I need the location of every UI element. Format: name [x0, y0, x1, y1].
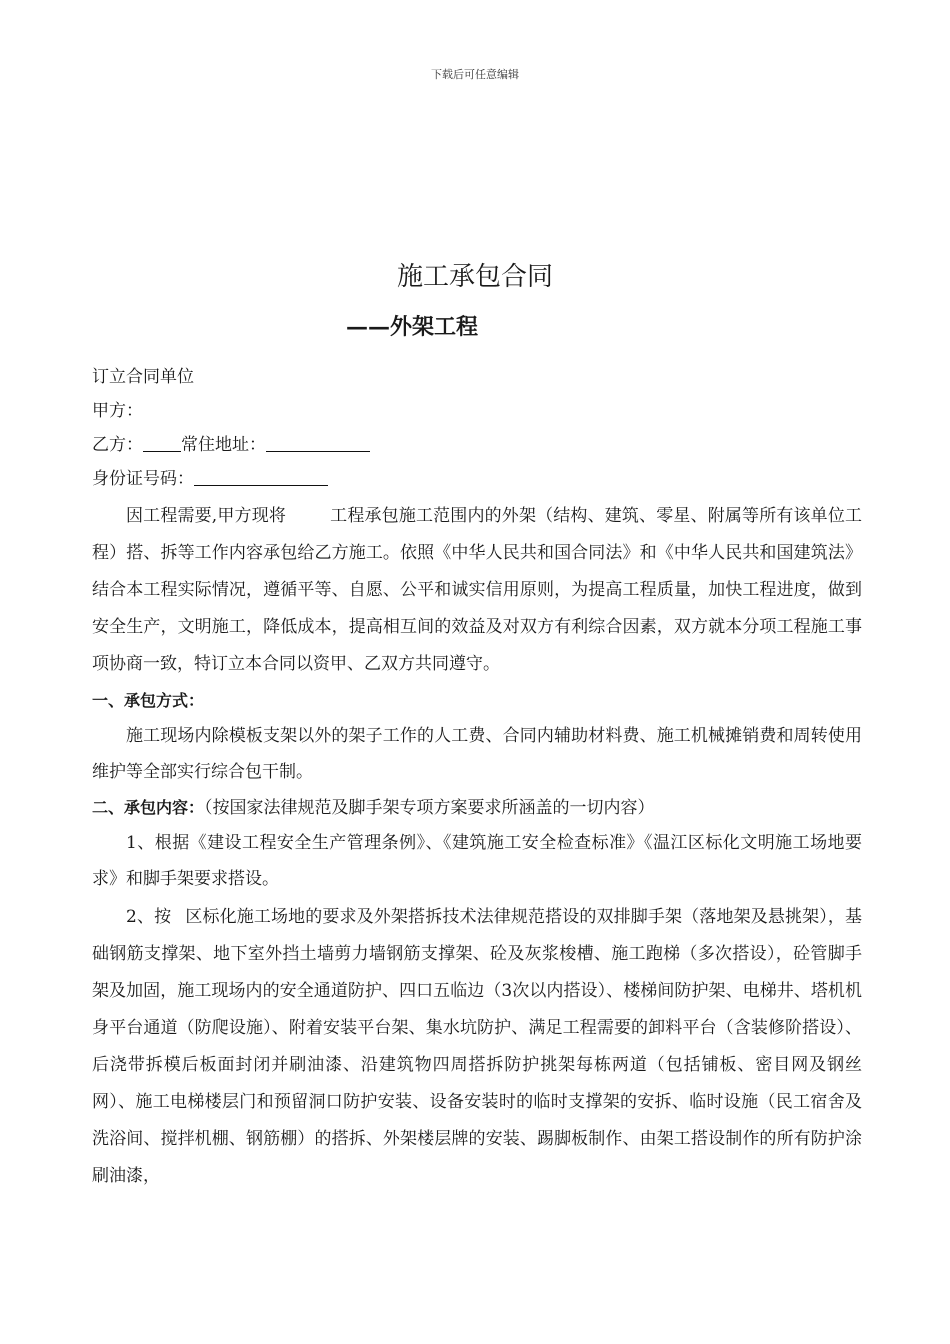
- header-note: 下载后可任意编辑: [431, 68, 519, 81]
- intro-part2: 工程承包施工范围内的外架（结构、建筑、零星、附属等所有该单位工程）搭、拆等工作内容承包给乙方施工。依照《中华人民共和国合同法》和《中华人民共和国建筑法》结合本工程实际情况，遵循平等、自愿、公平和诚实信用原则，为提高工程质量，加快工程进度，做到安全生产，文明施工，降低成本，提高相互间的效益及对双方有利综合因素，双方就本分项工程施工事项协商一致，特订立本合同以资甲、乙双方共同遵守。: [92, 506, 862, 674]
- item2-part2: 区标化施工场地的要求及外架搭拆技术法律规范搭设的双排脚手架（落地架及悬挑架），基础钢筋支撑架、地下室外挡土墙剪力墙钢筋支撑架、砼及灰浆梭槽、施工跑梯（多次搭设），砼管脚手架及加固，施工现场内的安全通道防护、四口五临边（3次以内搭设）、楼梯间防护架、电梯井、塔机机身平台通道（防爬设施）、附着安装平台架、集水坑防护、满足工程需要的卸料平台（含装修阶搭设）、后浇带拆模后板面封闭并刷油漆、沿建筑物四周搭拆防护挑架每栋两道（包括铺板、密目网及钢丝网）、施工电梯楼层门和预留洞口防护安装、设备安装时的临时支撑架的安拆、临时设施（民工宿舍及洗浴间、搅拌机棚、钢筋棚）的搭拆、外架楼层牌的安装、踢脚板制作、由架工搭设制作的所有防护涂刷油漆，: [92, 907, 862, 1186]
- id-label: 身份证号码：: [92, 469, 194, 489]
- section1-heading-row: [92, 683, 862, 718]
- party-b-row: [92, 428, 862, 462]
- address-blank: [266, 433, 370, 452]
- section1-body: 施工现场内除模板支架以外的架子工作的人工费、合同内辅助材料费、施工机械摊销费和周转使用维护等全部实行综合包干制。: [92, 726, 862, 782]
- parties-heading: 订立合同单位: [92, 367, 194, 387]
- item2-part1: 2、按: [126, 907, 172, 927]
- section1-heading: 一、承包方式：: [92, 691, 205, 710]
- section2-note: （按国家法律规范及脚手架专项方案要求所涵盖的一切内容）: [204, 798, 655, 818]
- section2-heading-row: [92, 790, 862, 825]
- section2-heading: 二、承包内容：: [92, 798, 205, 817]
- party-a-label: 甲方：: [92, 401, 143, 421]
- party-b-label: 乙方：: [92, 435, 143, 455]
- contract-body: [92, 360, 862, 1195]
- id-blank: [194, 467, 328, 486]
- intro-paragraph: [92, 498, 862, 683]
- address-label: 常住地址：: [181, 435, 266, 455]
- document-subtitle: ——外架工程: [346, 314, 479, 340]
- section2-item1: 1、根据《建设工程安全生产管理条例》、《建筑施工安全检查标准》《温江区标化文明施工场地要求》和脚手架要求搭设。: [92, 833, 862, 889]
- id-row: [92, 462, 862, 496]
- document-title: 施工承包合同: [396, 262, 553, 292]
- party-b-blank: [143, 433, 181, 452]
- intro-part1: 因工程需要,甲方现将: [126, 506, 287, 526]
- section2-item2: [92, 899, 862, 1195]
